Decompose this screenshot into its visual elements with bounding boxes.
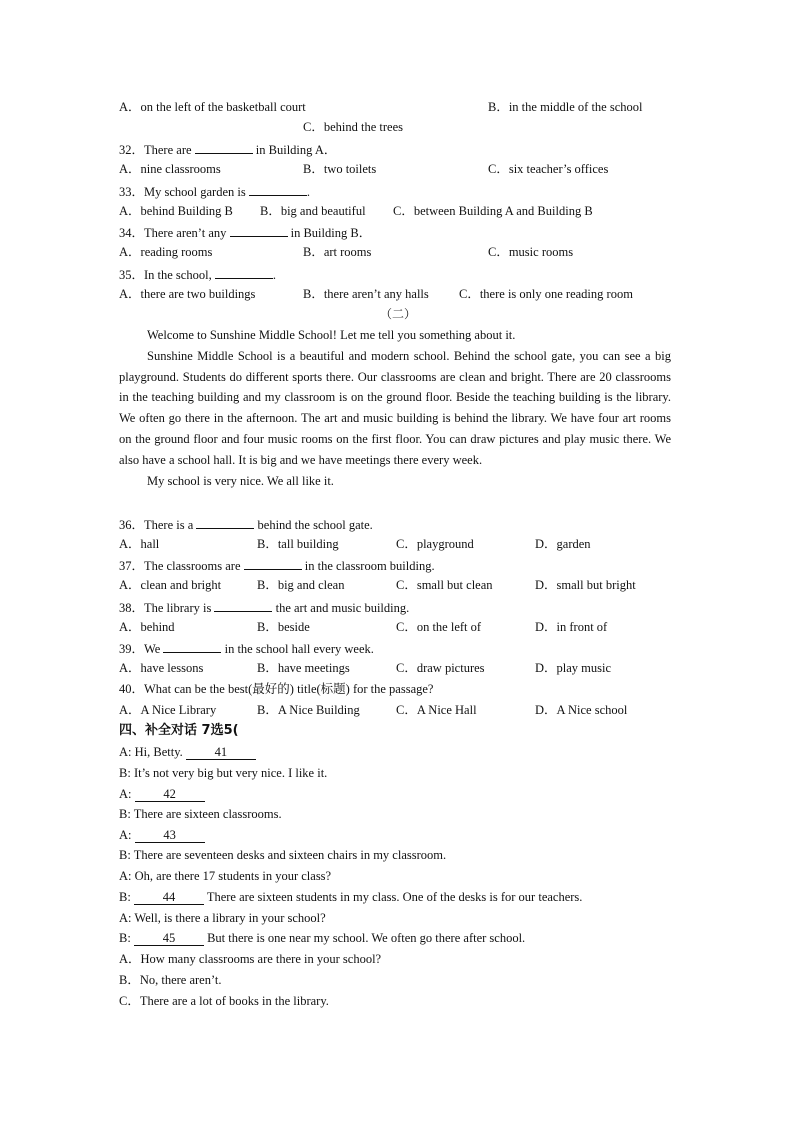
q40-option-a: A．A Nice Library: [119, 703, 217, 717]
answer-blank: [163, 640, 221, 653]
question-36: [119, 516, 373, 532]
question-40: 40．What can be the best(最好的) title(标题) for the passage?: [119, 682, 434, 696]
question-38: [119, 599, 409, 615]
section-2-heading: （二）: [380, 307, 417, 321]
q37-option-c: C．small but clean: [396, 578, 493, 592]
dialogue-line-6: [119, 848, 446, 862]
question-37: [119, 557, 435, 573]
speaker-label: B:: [119, 807, 134, 821]
speaker-label: A:: [119, 787, 135, 801]
speaker-label: A:: [119, 745, 135, 759]
question-33: [119, 183, 310, 199]
question-32-text-end: in Building A．: [252, 143, 337, 157]
question-39: [119, 640, 374, 656]
question-35-text-end: .: [272, 268, 276, 282]
q33-option-a: A．behind Building B: [119, 204, 233, 218]
question-36-text-end: behind the school gate.: [254, 518, 373, 532]
q39-option-a: A．have lessons: [119, 661, 204, 675]
question-34: [119, 224, 371, 240]
dialogue-text: There are sixteen classrooms.: [133, 807, 282, 821]
q31-option-a: A．on the left of the basketball court: [119, 100, 306, 114]
blank-43: 43: [135, 829, 205, 843]
answer-blank: [214, 599, 272, 612]
dialogue-line-1: [119, 745, 256, 760]
dialogue-text: Well, is there a library in your school?: [134, 911, 326, 925]
question-34-text: 34．There aren’t any: [119, 226, 230, 240]
speaker-label: B:: [119, 766, 134, 780]
dialogue-line-9: [119, 911, 326, 925]
question-38-text-end: the art and music building.: [272, 601, 410, 615]
q34-option-c: C．music rooms: [488, 245, 574, 259]
q32-option-c: C．six teacher’s offices: [488, 162, 609, 176]
q37-option-b: B．big and clean: [257, 578, 345, 592]
q31-option-b: B．in the middle of the school: [488, 100, 643, 114]
dialogue-line-2: [119, 766, 327, 780]
q33-option-b: B．big and beautiful: [260, 204, 366, 218]
blank-41: 41: [186, 746, 256, 760]
q35-option-a: A．there are two buildings: [119, 287, 256, 301]
speaker-label: B:: [119, 848, 134, 862]
dialogue-line-3: [119, 787, 205, 802]
q40-option-c: C．A Nice Hall: [396, 703, 477, 717]
question-32-text: 32．There are: [119, 143, 195, 157]
q32-option-a: A．nine classrooms: [119, 162, 221, 176]
dialogue-line-4: [119, 807, 282, 821]
speaker-label: B:: [119, 931, 134, 945]
q34-option-b: B．art rooms: [303, 245, 372, 259]
question-37-text: 37．The classrooms are: [119, 559, 244, 573]
reading-passage: [119, 325, 671, 491]
q39-option-d: D．play music: [535, 661, 612, 675]
speaker-label: B:: [119, 890, 134, 904]
dialogue-line-10: [119, 931, 525, 946]
answer-blank: [249, 183, 307, 196]
speaker-label: A:: [119, 828, 135, 842]
blank-42: 42: [135, 788, 205, 802]
question-39-text-end: in the school hall every week.: [221, 642, 374, 656]
q39-option-c: C．draw pictures: [396, 661, 485, 675]
dialogue-choice-a: A．How many classrooms are there in your school?: [119, 952, 382, 966]
dialogue-text: It’s not very big but very nice. I like it.: [133, 766, 328, 780]
q40-option-d: D．A Nice school: [535, 703, 628, 717]
q32-option-b: B．two toilets: [303, 162, 377, 176]
question-39-text: 39．We: [119, 642, 164, 656]
blank-44: 44: [134, 891, 204, 905]
dialogue-text: There are seventeen desks and sixteen chairs in my classroom.: [133, 848, 447, 862]
q36-option-d: D．garden: [535, 537, 591, 551]
q37-option-d: D．small but bright: [535, 578, 636, 592]
passage-paragraph-3: My school is very nice. We all like it.: [147, 473, 334, 488]
speaker-label: A:: [119, 911, 135, 925]
q34-option-a: A．reading rooms: [119, 245, 213, 259]
question-33-text-end: .: [306, 185, 310, 199]
question-37-text-end: in the classroom building.: [301, 559, 435, 573]
dialogue-line-7: [119, 869, 331, 883]
answer-blank: [244, 557, 302, 570]
answer-blank: [195, 141, 253, 154]
dialogue-text: There are sixteen students in my class. One of the desks is for our teachers.: [203, 890, 583, 904]
answer-blank: [230, 224, 288, 237]
question-38-text: 38．The library is: [119, 601, 215, 615]
q40-option-b: B．A Nice Building: [257, 703, 360, 717]
question-36-text: 36．There is a: [119, 518, 197, 532]
dialogue-text: But there is one near my school. We often go there after school.: [203, 931, 526, 945]
passage-paragraph-1: Welcome to Sunshine Middle School! Let me tell you something about it.: [147, 328, 516, 342]
q38-option-a: A．behind: [119, 620, 175, 634]
q35-option-b: B．there aren’t any halls: [303, 287, 429, 301]
q38-option-d: D．in front of: [535, 620, 608, 634]
q38-option-c: C．on the left of: [396, 620, 482, 634]
dialogue-text: Hi, Betty.: [134, 745, 186, 759]
dialogue-choice-c: C．There are a lot of books in the library.: [119, 994, 329, 1008]
q36-option-a: A．hall: [119, 537, 160, 551]
answer-blank: [196, 516, 254, 529]
section-4-heading: 四、补全对话 7选5(: [119, 723, 239, 738]
dialogue-text: Oh, are there 17 students in your class?: [134, 869, 332, 883]
q37-option-a: A．clean and bright: [119, 578, 222, 592]
q36-option-c: C．playground: [396, 537, 474, 551]
question-35: [119, 266, 276, 282]
q39-option-b: B．have meetings: [257, 661, 350, 675]
question-33-text: 33．My school garden is: [119, 185, 249, 199]
q38-option-b: B．beside: [257, 620, 310, 634]
q35-option-c: C．there is only one reading room: [459, 287, 633, 301]
question-32: [119, 141, 336, 157]
speaker-label: A:: [119, 869, 135, 883]
dialogue-line-8: [119, 890, 582, 905]
dialogue-line-5: [119, 828, 205, 843]
q31-option-c: C．behind the trees: [303, 120, 403, 134]
q33-option-c: C．between Building A and Building B: [393, 204, 593, 218]
q36-option-b: B．tall building: [257, 537, 339, 551]
dialogue-choice-b: B．No, there aren’t.: [119, 973, 222, 987]
answer-blank: [215, 266, 273, 279]
passage-paragraph-2: Sunshine Middle School is a beautiful and modern school. Behind the school gate, you can see a big playground. Students do different sports there. Our classrooms are clean and bright. There are 20 classrooms in the teaching building and my classroom is on the ground floor. Beside the teaching building is the library. We often go there in the afternoon. The art and music building is behind the library. We have four art rooms on the ground floor and four music rooms on the first floor. You can draw pictures and play music there. We also have a school hall. It is big and we have meetings there every week.: [119, 348, 671, 467]
blank-45: 45: [134, 932, 204, 946]
question-34-text-end: in Building B．: [287, 226, 372, 240]
question-35-text: 35．In the school,: [119, 268, 215, 282]
